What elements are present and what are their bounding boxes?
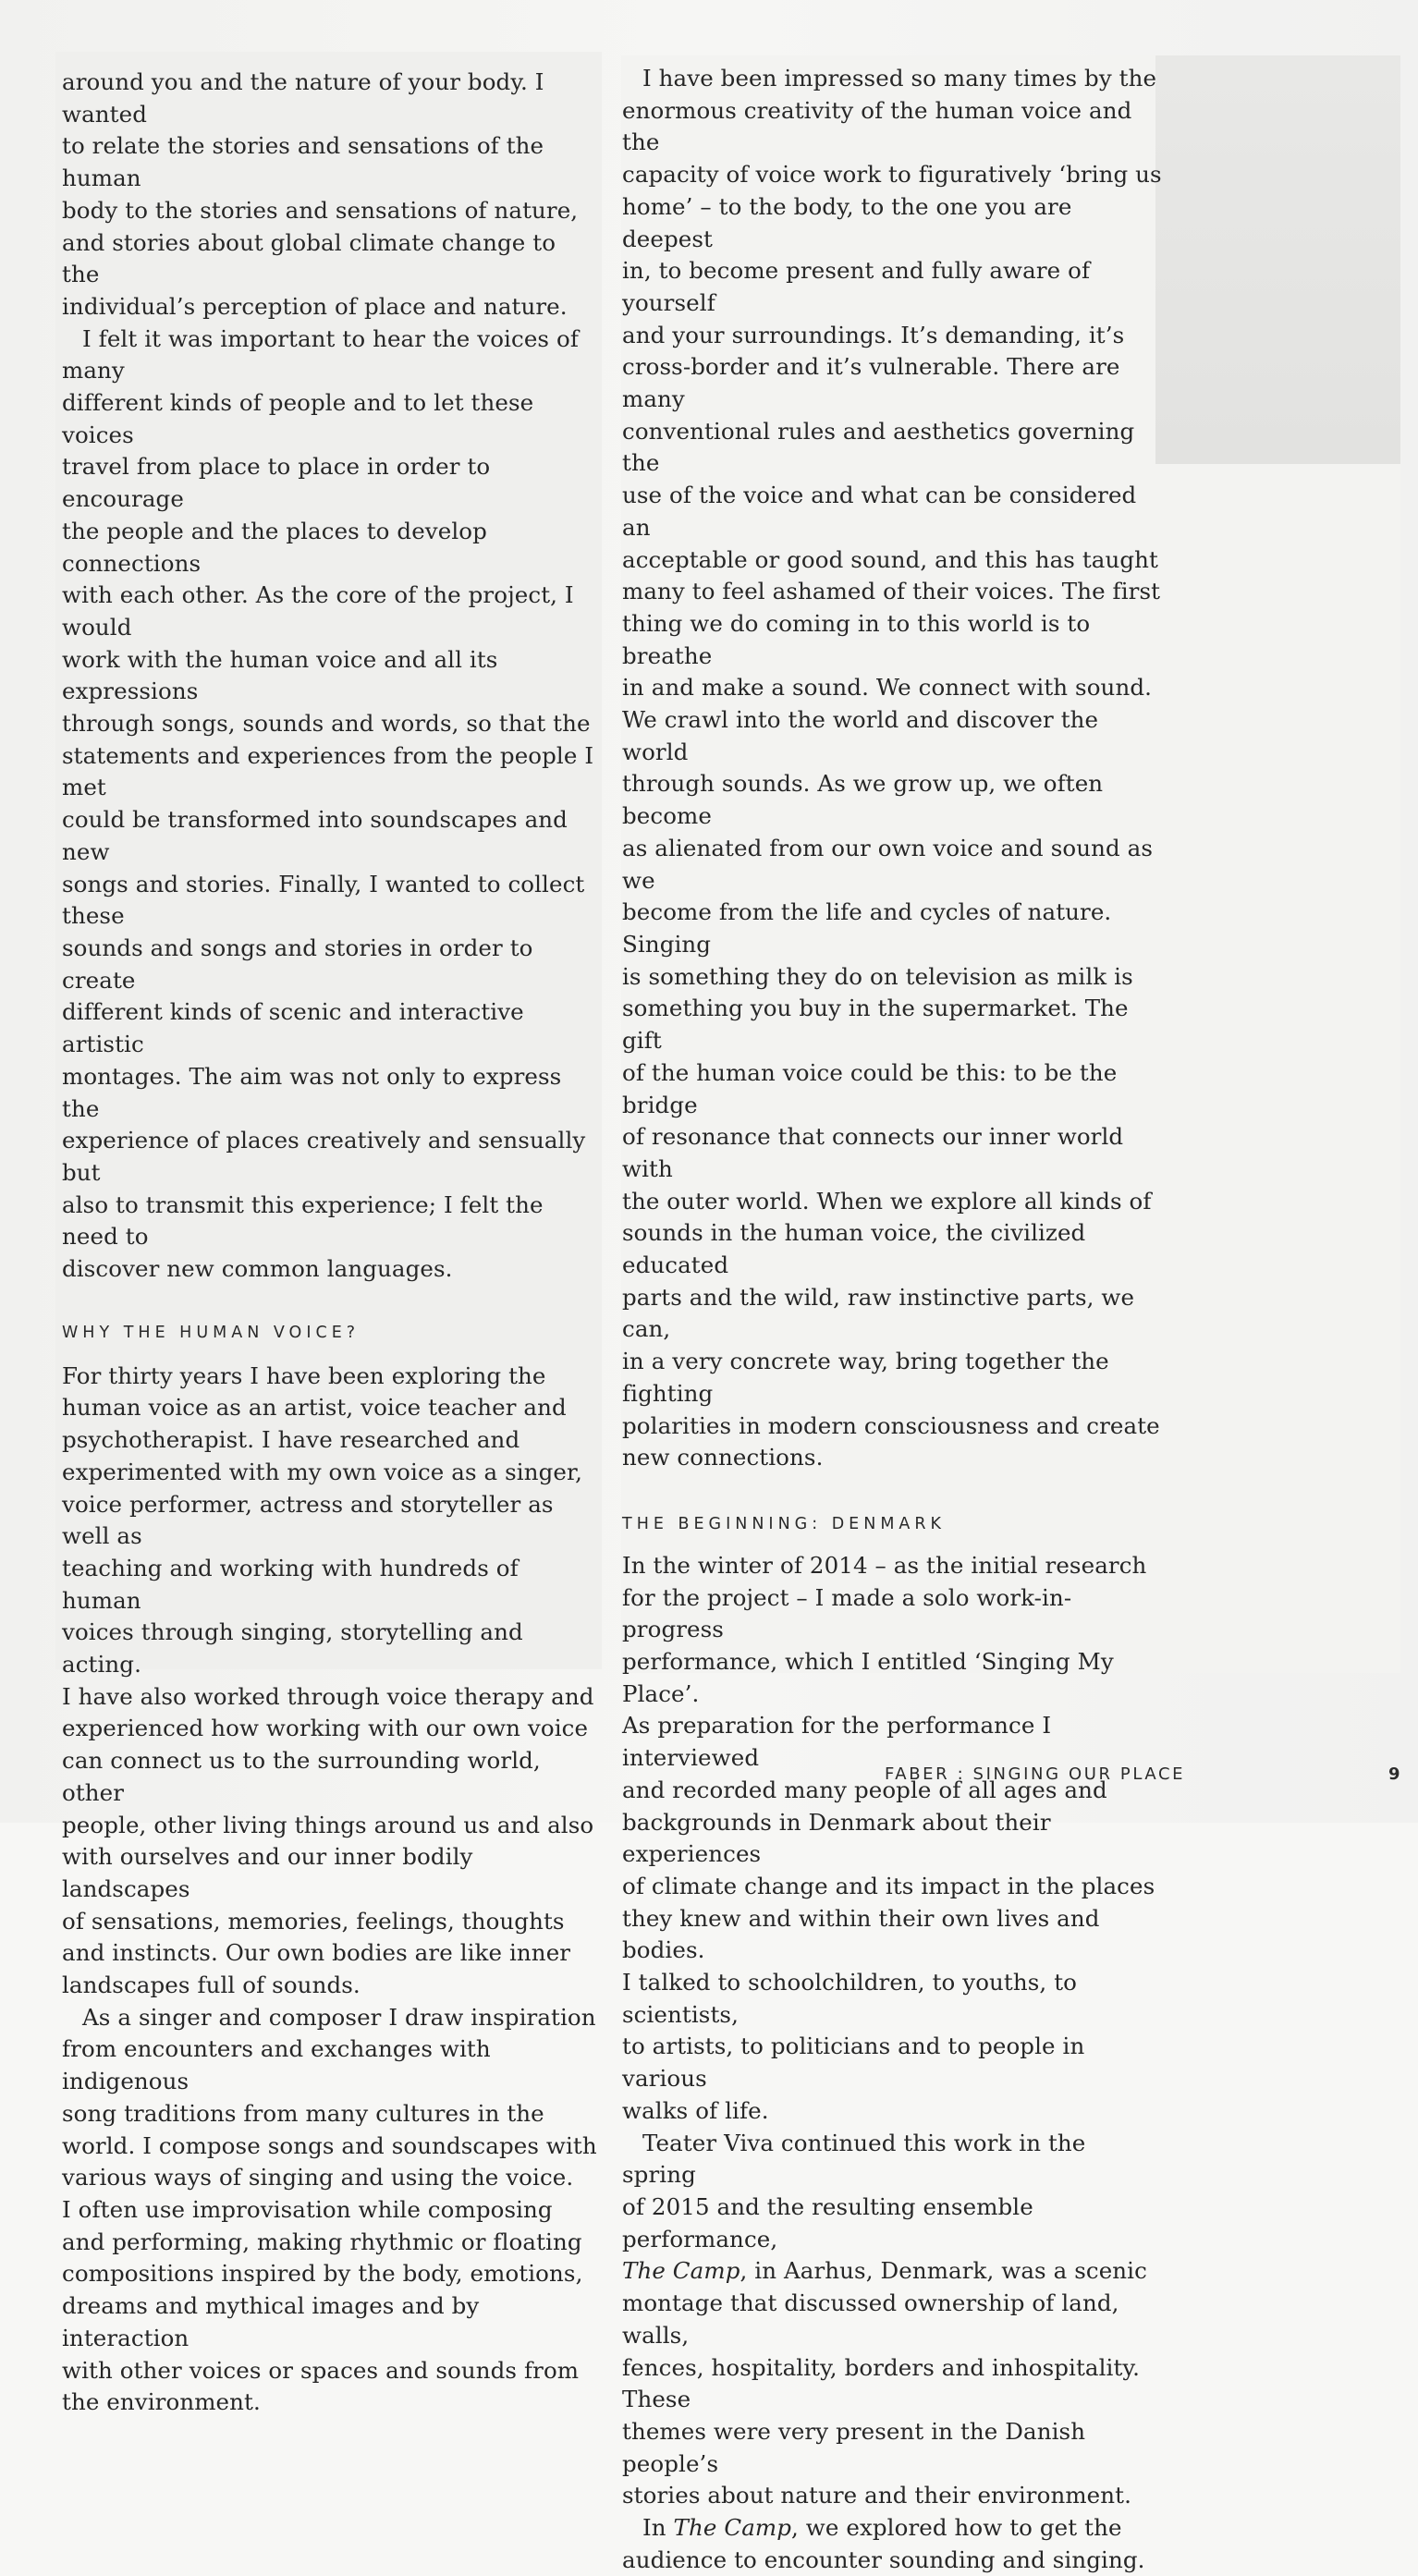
paragraph-text: Teater Viva continued this work in the spring of 2015 and the resulting ensemble performance,	[622, 2129, 1086, 2252]
right-column	[622, 63, 1163, 2576]
page-number: 9	[1388, 1764, 1400, 1784]
paragraph: I felt it was important to hear the voices of many different kinds of people and to let these voices travel from place to place in order to encourage the people and the places to develop connections with each other. As the core of the project, I would work with the human voice and all its expressions through songs, sounds and words, so that the statements and experiences from the people I met could be transformed into soundscapes and new songs and stories. Finally, I wanted to collect these sounds and songs and stories in order to create different kinds of scenic and interactive artistic montages. The aim was not only to express the experience of places creatively and sensually but also to transmit this experience; I felt the need to discover new common languages.	[62, 324, 594, 1283]
section-heading: WHY THE HUMAN VOICE?	[62, 1323, 361, 1342]
running-footer: FABER : SINGING OUR PLACE	[885, 1764, 1186, 1784]
photo-show-through	[1155, 55, 1400, 464]
paragraph: In the winter of 2014 – as the initial research for the project – I made a solo work-in-progress performance, which I entitled ‘Singing My Place’. As preparation for the performance I interviewed and recorded many people of all ages and backgrounds in Denmark about their experiences of climate change and its impact in the places they knew and within their own lives and bodies. I talked to schoolchildren, to youths, to scientists, to artists, to politicians and to people in various walks of life.	[622, 1551, 1155, 2124]
paragraph-text: , we explored how to get the audience to encounter sounding and singing.	[622, 2514, 1145, 2573]
paragraph	[622, 2128, 1163, 2512]
paragraph: around you and the nature of your body. I wanted to relate the stories and sensations of the human body to the stories and sensations of nature, and stories about global climate change to the individual’s perception of place and nature.	[62, 68, 579, 320]
paragraph	[622, 2512, 1163, 2576]
paragraph-text: , in Aarhus, Denmark, was a scenic montage that discussed ownership of land, walls, fences, hospitality, borders and inhospitality. These themes were very present in the Danish people’s stories about nature and their environment.	[622, 2257, 1147, 2509]
work-title: The Camp	[673, 2514, 792, 2542]
paragraph: For thirty years I have been exploring the human voice as an artist, voice teacher and psychotherapist. I have researched and experimented with my own voice as a singer, voice performer, actress and storyteller as well as teaching and working with hundreds of human voices through singing, storytelling and acting. I have also worked through voice therapy and experienced how working with our own voice can connect us to the surrounding world, other people, other living things around us and also with ourselves and our inner bodily landscapes of sensations, memories, feelings, thoughts and instincts. Our own bodies are like inner landscapes full of sounds.	[62, 1361, 594, 1999]
paragraph: As a singer and composer I draw inspiration from encounters and exchanges with indigenous song traditions from many cultures in the world. I compose songs and soundscapes with various ways of singing and using the voice. I often use improvisation while composing and performing, making rhythmic or floating compositions inspired by the body, emotions, dreams and mythical images and by interaction with other voices or spaces and sounds from the environment.	[62, 2003, 597, 2416]
paragraph-text: In	[642, 2514, 674, 2542]
left-column	[62, 67, 598, 2419]
paragraph: I have been impressed so many times by the enormous creativity of the human voice and the capacity of voice work to figuratively ‘bring us home’ – to the body, to the one you are deepest in, to become present and fully aware of yourself and your surroundings. It’s demanding, it’s cross-border and it’s vulnerable. There are many conventional rules and aesthetics governing the use of the voice and what can be considered an acceptable or good sound, and this has taught many to feel ashamed of their voices. The first thing we do coming in to this world is to breathe in and make a sound. We connect with sound. We crawl into the world and discover the world through sounds. As we grow up, we often become as alienated from our own voice and sound as we become from the life and cycles of nature. Singing is something they do on television as milk is something you buy in the supermarket. The gift of the human voice could be this: to be the bridge of resonance that connects our inner world with the outer world. When we explore all kinds of sounds in the human voice, the civilized educated parts and the wild, raw instinctive parts, we can, in a very concrete way, bring together the fighting polarities in modern consciousness and create new connections.	[622, 65, 1162, 1471]
section-heading: THE BEGINNING: DENMARK	[622, 1514, 947, 1533]
work-title: The Camp	[622, 2257, 740, 2285]
